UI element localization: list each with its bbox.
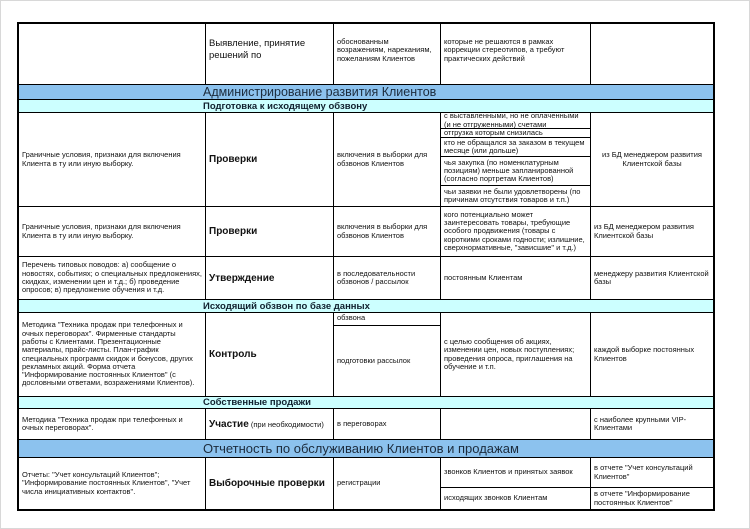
criteria-text: кто не обращался за заказом в текущем месяце (или дольше): [444, 138, 585, 155]
source-text: в отчете "Информирование постоянных Клиентов": [594, 489, 690, 507]
section-band-prodazhi: [19, 396, 713, 408]
band-admin-text: Администрирование развития Клиентов: [203, 85, 437, 99]
criteria-text: исходящих звонков Клиентам: [444, 493, 548, 503]
cell-criteria: [440, 207, 590, 256]
cell-source-list: [590, 458, 713, 509]
band-podgotovka-text: Подготовка к исходящему обзвону: [203, 100, 368, 112]
source-text: менеджеру развития Клиентской базы: [594, 268, 709, 286]
section-band-podgotovka: [19, 99, 713, 112]
process-table: [17, 22, 715, 511]
section-band-otchetnost: [19, 439, 713, 457]
basis-text: Отчеты: "Учет консультаций Клиентов"; "Информирование постоянных Клиентов", "Учет числа инициативных контактов".: [22, 470, 191, 496]
cell-criteria-list: [440, 458, 590, 509]
criteria-item: [441, 488, 590, 509]
source-item: [591, 488, 713, 509]
object-item: [334, 326, 440, 396]
cell-object: [333, 458, 440, 509]
cell-action: [205, 458, 333, 509]
criteria-text: звонков Клиентов и принятых заявок: [444, 467, 573, 477]
criteria-item: [441, 458, 590, 488]
band-obzvon-text: Исходящий обзвон по базе данных: [203, 300, 370, 312]
source-item: [591, 458, 713, 488]
section-band-admin: [19, 84, 713, 99]
criteria-item: [441, 157, 590, 186]
action-text: [209, 419, 330, 430]
condition-text: которые не решаются в рамках коррекции стереотипов, а требуют практических действий: [444, 37, 565, 63]
object-text: в переговорах: [337, 418, 387, 428]
cell-object: [333, 257, 440, 299]
criteria-text: постоянным Клиентам: [444, 272, 523, 282]
criteria-text: кого потенциально может заинтересовать товары, требующие особого продвижения (товары с короткими сроками годности; излишние, сверхнормативные, "зависшие" и т.д.): [444, 209, 585, 252]
band-otchetnost-text: Отчетность по обслуживанию Клиентов и продажам: [203, 441, 519, 456]
cell-source: [590, 313, 713, 396]
basis-text: Методика "Техника продаж при телефонных и очных переговорах".: [22, 414, 183, 432]
cell-criteria-empty: [440, 409, 590, 439]
action-text: Выявление, принятие решений по: [209, 38, 306, 61]
cell-basis: [19, 458, 205, 509]
cell-action: [205, 409, 333, 439]
criteria-item: [441, 186, 590, 206]
source-text: каждой выборке постоянных Клиентов: [594, 345, 695, 363]
action-text: Утверждение: [209, 272, 275, 284]
criteria-item: [441, 129, 590, 138]
action-note: (при необходимости): [250, 419, 324, 429]
table-row-utverzhdenie: [19, 256, 713, 299]
cell-object-list: [333, 313, 440, 396]
table-row-header: [19, 24, 713, 84]
cell-basis: [19, 257, 205, 299]
basis-text: Методика "Техника продаж при телефонных и очных переговорах". Фирменные стандарты работы с Клиентами. Презентационные материалы, прайс-листы. План-график специальных программ скидок и бонусов, других рекламных акций. Форма отчета "Информирование постоянных Клиентов" (с дословными ответами, возражениями Клиентов).: [22, 320, 195, 388]
cell-source: [590, 113, 713, 206]
object-text: включения в выборки для обзвонов Клиентов: [337, 150, 428, 168]
criteria-text: с выставленными, но не оплаченными (и не отгруженными) счетами: [444, 113, 579, 129]
cell-source: [590, 257, 713, 299]
criteria-text: чьи заявки не были удовлетворены (по причинам отсутствия товаров и т.п.): [444, 186, 581, 204]
cell-source: [590, 409, 713, 439]
cell-action: [205, 24, 333, 84]
table-row-kontrol: [19, 312, 713, 396]
action-text: Проверки: [209, 154, 258, 165]
action-text: Контроль: [209, 349, 257, 360]
cell-basis: [19, 207, 205, 256]
object-text: обоснованным возражениям, нареканиям, пожеланиям Клиентов: [337, 37, 432, 63]
cell-basis-empty: [19, 24, 205, 84]
source-text: из БД менеджером развития Клиентской базы: [594, 222, 694, 240]
cell-criteria: [440, 313, 590, 396]
table-row-vyborochnye: [19, 457, 713, 509]
action-text: Проверки: [209, 226, 258, 237]
criteria-text: с целью сообщения об акциях, изменении цен, новых поступлениях; проведения опроса, приглашения на обучение и т.п.: [444, 336, 575, 371]
object-item: [334, 313, 440, 326]
action-label: Участие: [209, 418, 249, 430]
criteria-item: [441, 138, 590, 157]
table-row-proverki-2: [19, 206, 713, 256]
band-prodazhi-text: Собственные продажи: [203, 397, 311, 408]
source-text: с наиболее крупными VIP-Клиентами: [594, 414, 687, 432]
cell-criteria-list: [440, 113, 590, 206]
cell-action: [205, 207, 333, 256]
table-row-proverki-1: [19, 112, 713, 206]
criteria-text: чья закупка (по номенклатурным позициям) меньше запланированной (согласно портретам Клиентов): [444, 157, 574, 184]
object-text: включения в выборки для обзвонов Клиентов: [337, 222, 428, 240]
object-text: регистрации: [337, 478, 381, 488]
cell-object: [333, 207, 440, 256]
action-text: Выборочные проверки: [209, 478, 325, 489]
cell-criteria: [440, 257, 590, 299]
source-text: из БД менеджером развития Клиентской базы: [602, 150, 702, 168]
table-row-uchastie: [19, 408, 713, 439]
cell-action: [205, 257, 333, 299]
cell-basis: [19, 409, 205, 439]
cell-basis: [19, 313, 205, 396]
cell-action: [205, 113, 333, 206]
cell-basis: [19, 113, 205, 206]
basis-text: Граничные условия, признаки для включения Клиента в ту или иную выборку.: [22, 150, 181, 168]
criteria-text: отгрузка которым снизилась: [444, 129, 543, 137]
cell-object: [333, 113, 440, 206]
cell-source: [590, 207, 713, 256]
section-band-obzvon: [19, 299, 713, 312]
object-text: подготовки рассылок: [337, 355, 411, 365]
cell-condition: [440, 24, 590, 84]
cell-source-empty: [590, 24, 713, 84]
object-text: в последовательности обзвонов / рассылок: [337, 268, 416, 286]
criteria-item: [441, 113, 590, 129]
object-text: обзвона: [337, 313, 366, 322]
cell-action: [205, 313, 333, 396]
basis-text: Перечень типовых поводов: а) сообщение о новостях, событиях; о специальных предложениях, скидках, изменении цен и т.д.; б) проведение опросов; в) предложение обучения и т.д.: [22, 260, 202, 295]
source-text: в отчете "Учет консультаций Клиентов": [594, 463, 693, 481]
cell-object: [333, 409, 440, 439]
basis-text: Граничные условия, признаки для включения Клиента в ту или иную выборку.: [22, 222, 181, 240]
cell-object: [333, 24, 440, 84]
